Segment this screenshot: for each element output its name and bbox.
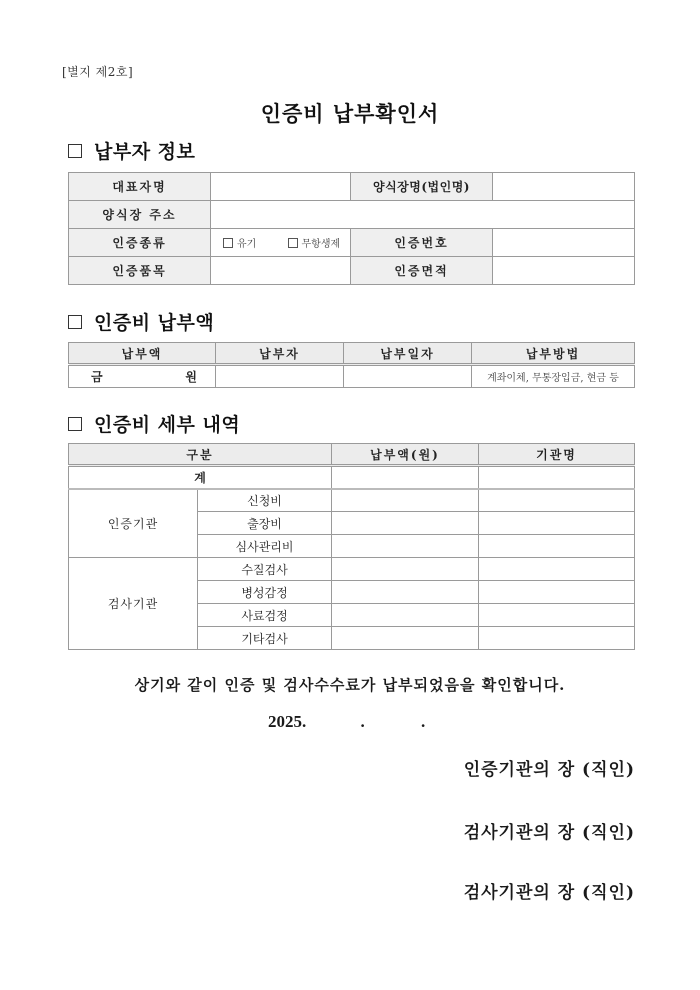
input-item-institution[interactable]: [479, 581, 635, 604]
input-item-amount[interactable]: [332, 627, 479, 650]
header-method: 납부방법: [472, 343, 635, 365]
input-item-institution[interactable]: [479, 604, 635, 627]
input-amount[interactable]: [69, 365, 216, 388]
input-farm-name[interactable]: [493, 173, 635, 201]
label-representative: 대표자명: [69, 173, 211, 201]
amount-prefix: 금: [91, 370, 103, 384]
header-payer: 납부자: [216, 343, 344, 365]
date-year: 2025.: [268, 712, 307, 731]
confirmation-text: 상기와 같이 인증 및 검사수수료가 납부되었음을 확인합니다.: [134, 676, 566, 694]
section-title: 납부자 정보: [94, 141, 196, 163]
section-heading-payment-amount: [68, 308, 214, 335]
payment-amount-table: [68, 342, 635, 388]
input-item-institution[interactable]: [479, 512, 635, 535]
section-heading-payer-info: [68, 137, 195, 164]
signature-inspection-body-head-2: 검사기관의 장 (직인): [463, 883, 635, 903]
amount-suffix: 원: [185, 370, 197, 384]
group-cert-body: 인증기관: [69, 489, 198, 558]
checkbox-icon[interactable]: [288, 238, 298, 248]
group-inspection-body: 검사기관: [69, 558, 198, 650]
label-farm-address: 양식장 주소: [69, 201, 211, 229]
input-item-amount[interactable]: [332, 512, 479, 535]
table-row: [69, 257, 635, 285]
label-farm-name: 양식장명(법인명): [351, 173, 493, 201]
item-label: 병성감정: [198, 581, 332, 604]
form-number: [별지 제2호]: [62, 65, 134, 79]
checkbox-icon[interactable]: [223, 238, 233, 248]
payer-info-table: [68, 172, 635, 285]
payment-method: 계좌이체, 무통장입금, 현금 등: [472, 365, 635, 388]
input-representative[interactable]: [211, 173, 351, 201]
total-label: 계: [69, 466, 332, 489]
table-row: [69, 229, 635, 257]
option-organic[interactable]: [223, 239, 256, 250]
label-cert-number: 인증번호: [351, 229, 493, 257]
input-total-institution[interactable]: [479, 466, 635, 489]
total-row: [69, 466, 635, 489]
item-label: 사료검정: [198, 604, 332, 627]
date-line: [268, 712, 425, 732]
input-payment-date[interactable]: [344, 365, 472, 388]
table-header-row: [69, 343, 635, 365]
table-row: [69, 489, 635, 512]
input-item-amount[interactable]: [332, 558, 479, 581]
option-label: 유기: [237, 239, 257, 250]
checkbox-bullet-icon: [68, 144, 82, 158]
cert-type-options: [211, 229, 351, 257]
input-item-amount[interactable]: [332, 581, 479, 604]
date-day-dot: .: [421, 712, 426, 731]
input-cert-area[interactable]: [493, 257, 635, 285]
section-title: 인증비 세부 내역: [94, 414, 241, 436]
input-farm-address[interactable]: [211, 201, 635, 229]
section-title: 인증비 납부액: [94, 312, 215, 334]
table-row: [69, 201, 635, 229]
item-label: 수질검사: [198, 558, 332, 581]
header-amount: 납부액: [69, 343, 216, 365]
input-item-institution[interactable]: [479, 535, 635, 558]
header-category: 구분: [69, 444, 332, 466]
header-paid-amount: 납부액(원): [332, 444, 479, 466]
input-total-amount[interactable]: [332, 466, 479, 489]
document-title: 인증비 납부확인서: [260, 102, 440, 126]
table-header-row: [69, 444, 635, 466]
input-item-institution[interactable]: [479, 489, 635, 512]
input-item-amount[interactable]: [332, 604, 479, 627]
checkbox-bullet-icon: [68, 315, 82, 329]
item-label: 출장비: [198, 512, 332, 535]
section-heading-details: [68, 410, 240, 437]
table-row: [69, 558, 635, 581]
label-cert-area: 인증면적: [351, 257, 493, 285]
label-cert-type: 인증종류: [69, 229, 211, 257]
item-label: 신청비: [198, 489, 332, 512]
option-antibiotic-free[interactable]: [288, 239, 341, 250]
signature-cert-body-head: 인증기관의 장 (직인): [463, 760, 635, 780]
option-label: 무항생제: [301, 239, 341, 250]
fee-details-table: [68, 443, 635, 650]
item-label: 기타검사: [198, 627, 332, 650]
input-item-institution[interactable]: [479, 558, 635, 581]
header-institution: 기관명: [479, 444, 635, 466]
table-row: [69, 365, 635, 388]
input-item-institution[interactable]: [479, 627, 635, 650]
item-label: 심사관리비: [198, 535, 332, 558]
table-row: [69, 173, 635, 201]
input-payer[interactable]: [216, 365, 344, 388]
label-cert-item: 인증품목: [69, 257, 211, 285]
input-cert-number[interactable]: [493, 229, 635, 257]
checkbox-bullet-icon: [68, 417, 82, 431]
signature-inspection-body-head-1: 검사기관의 장 (직인): [463, 823, 635, 843]
date-month-dot: .: [360, 712, 365, 731]
header-date: 납부일자: [344, 343, 472, 365]
input-item-amount[interactable]: [332, 489, 479, 512]
input-item-amount[interactable]: [332, 535, 479, 558]
input-cert-item[interactable]: [211, 257, 351, 285]
